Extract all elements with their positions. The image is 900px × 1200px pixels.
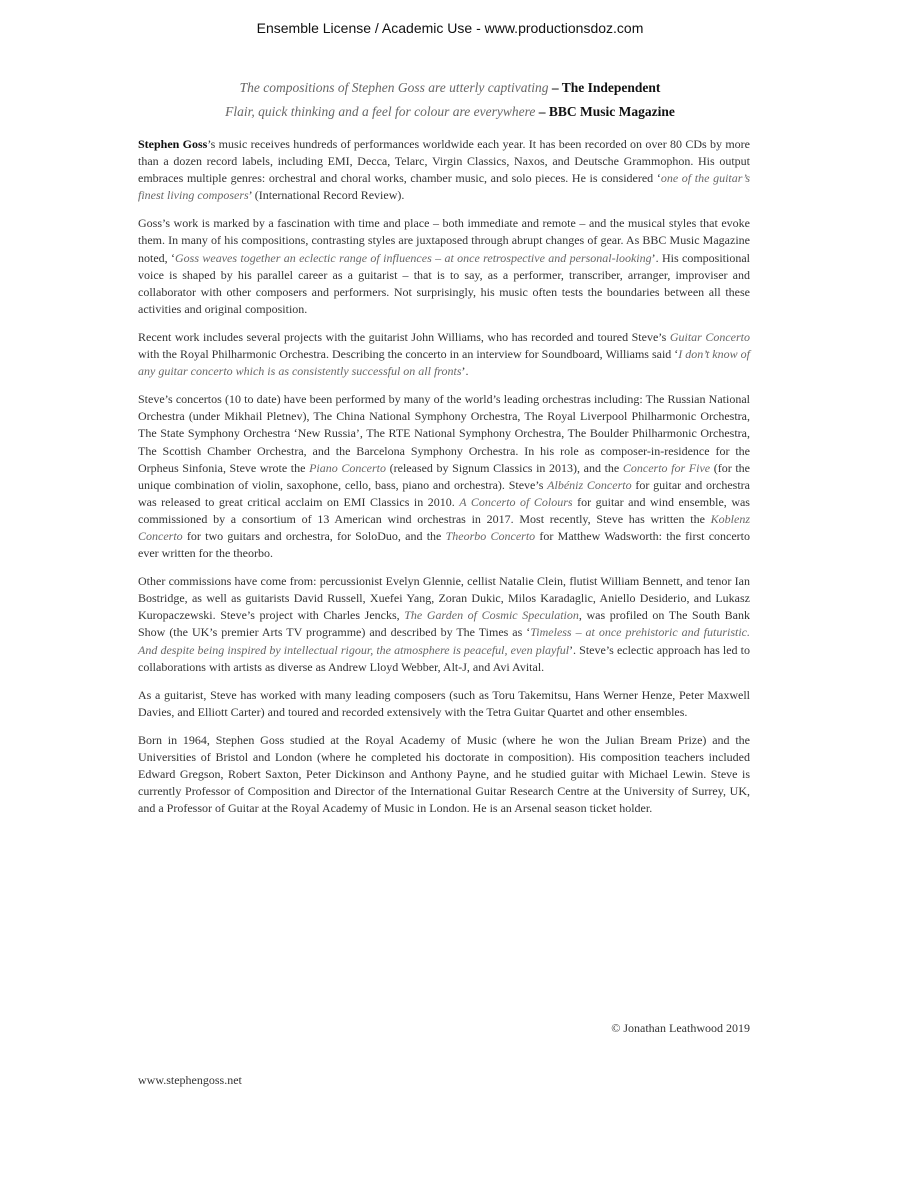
press-quote (150, 100, 750, 124)
website-url: www.stephengoss.net (138, 1073, 242, 1087)
bio-paragraph: Other commissions have come from: percussionist Evelyn Glennie, cellist Natalie Clein, flutist William Bennett, and tenor Ian Bostridge, as well as guitarists David Russell, Xuefei Yang, Zoran Dukic, Milos Karadaglic, Aniello Desiderio, and Lukasz Kuropaczewski. Steve’s project with Charles Jencks, The Garden of Cosmic Speculation, was profiled on The South Bank Show (the UK’s premier Arts TV programme) and described by The Times as ‘Timeless – at once prehistoric and futuristic. And despite being inspired by intellectual rigour, the atmosphere is peaceful, even playful’. Steve’s eclectic approach has led to collaborations with artists as diverse as Andrew Lloyd Webber, Alt-J, and Avi Avital. (138, 574, 751, 674)
quote-source: – The Independent (551, 80, 661, 95)
bio-paragraph: Stephen Goss’s music receives hundreds of performances worldwide each year. It has been recorded on over 80 CDs by more than a dozen record labels, including EMI, Decca, Telarc, Virgin Classics, Naxos, and Deutsche Grammophon. His output embraces multiple genres: orchestral and choral works, chamber music, and solo pieces. He is considered ‘one of the guitar’s finest living composers’ (International Record Review). (138, 137, 750, 203)
press-quote (150, 76, 750, 100)
copyright: © Jonathan Leathwood 2019 (611, 1021, 750, 1035)
composer-name: Stephen Goss (138, 137, 208, 151)
bio-paragraph: Steve’s concertos (10 to date) have been performed by many of the world’s leading orchestras including: The Russian National Orchestra (under Mikhail Pletnev), The China National Symphony Orchestra, The Royal Liverpool Philharmonic Orchestra, The State Symphony Orchestra ‘New Russia’, The RTE National Symphony Orchestra, The Boulder Philharmonic Orchestra, The Scottish Chamber Orchestra, and the Barcelona Symphony Orchestra. In his role as composer-in-residence for the Orpheus Sinfonia, Steve wrote the Piano Concerto (released by Signum Classics in 2013), and the Concerto for Five (for the unique combination of violin, saxophone, cello, bass, piano and orchestra). Steve’s Albéniz Concerto for guitar and orchestra was released to great critical acclaim on EMI Classics in 2010. A Concerto of Colours for guitar and wind ensemble, was commissioned by a consortium of 13 American wind orchestras in 2017. Most recently, Steve has written the Koblenz Concerto for two guitars and orchestra, for SoloDuo, and the Theorbo Concerto for Matthew Wadsworth: the first concerto ever written for the theorbo. (138, 392, 751, 561)
biography (138, 136, 750, 828)
press-quotes (150, 76, 750, 124)
bio-paragraph: Goss’s work is marked by a fascination with time and place – both immediate and remote – and the musical styles that evoke them. In many of his compositions, contrasting styles are juxtaposed through abrupt changes of gear. As BBC Music Magazine noted, ‘Goss weaves together an eclectic range of influences – at once retrospective and personal-looking’. His compositional voice is shaped by his parallel career as a guitarist – that is to say, as a performer, transcriber, arranger, improviser and collaborator with other composers and performers. Not surprisingly, his music often tests the boundaries between all these activities and original composition. (138, 216, 750, 316)
bio-paragraph: As a guitarist, Steve has worked with many leading composers (such as Toru Takemitsu, Hans Werner Henze, Peter Maxwell Davies, and Elliott Carter) and toured and recorded extensively with the Tetra Guitar Quartet and other ensembles. (138, 687, 750, 719)
license-banner: Ensemble License / Academic Use - www.productionsdoz.com (256, 20, 644, 36)
quote-text: Flair, quick thinking and a feel for colour are everywhere (225, 104, 536, 119)
bio-paragraph: Born in 1964, Stephen Goss studied at the Royal Academy of Music (where he won the Julian Bream Prize) and the Universities of Bristol and London (where he completed his doctorate in composition). His composition teachers included Edward Gregson, Robert Saxton, Peter Dickinson and Anthony Payne, and he studied guitar with Michael Lewin. Steve is currently Professor of Composition and Director of the International Guitar Research Centre at the University of Surrey, UK, and a Professor of Guitar at the Royal Academy of Music in London. He is an Arsenal season ticket holder. (138, 732, 750, 816)
quote-source: – BBC Music Magazine (538, 104, 675, 119)
quote-text: The compositions of Stephen Goss are utterly captivating (239, 80, 549, 95)
bio-paragraph: Recent work includes several projects with the guitarist John Williams, who has recorded and toured Steve’s Guitar Concerto with the Royal Philharmonic Orchestra. Describing the concerto in an interview for Soundboard, Williams said ‘I don’t know of any guitar concerto which is as consistently successful on all fronts’. (138, 329, 750, 379)
